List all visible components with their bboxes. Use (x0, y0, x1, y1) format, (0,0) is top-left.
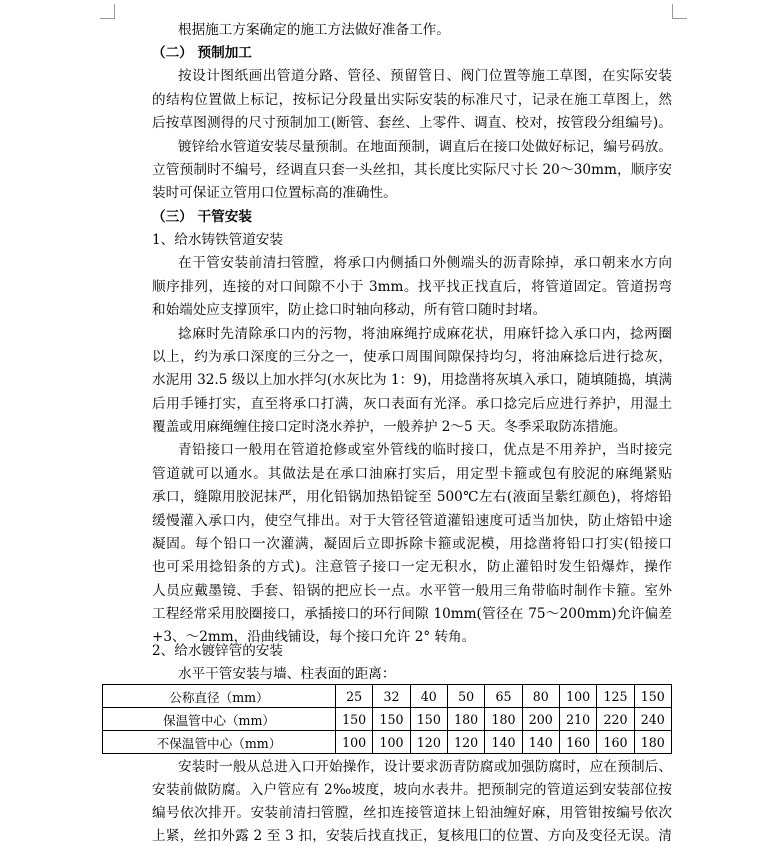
table-cell: 200 (522, 708, 559, 731)
paragraph-line: 管道就可以通水。其做法是在承口油麻打实后，用定型卡箍或包有胶泥的麻绳紧贴 (152, 466, 672, 482)
subheading-galvanized: 2、给水镀锌管的安装 (152, 643, 283, 659)
paragraph-line: 捻麻时先清除承口内的污物，将油麻绳拧成麻花状，用麻钎捻入承口内，捻两圈 (178, 326, 672, 342)
paragraph-line: 工程经常采用胶圈接口，承插接口的环行间隙 10mm(管径在 75～200mm)允许偏差 (152, 606, 672, 622)
table-cell: 140 (522, 731, 559, 754)
paragraph-line: 上紧，丝扣外露 2 至 3 扣，安装后找直找正，复核甩囗的位置、方向及变径无误。清 (152, 828, 672, 844)
paragraph-line: 的结构位置做上标记，按标记分段量出实际安装的标准尺寸，记录在施工草图上，然 (152, 92, 672, 108)
table-cell: 140 (485, 731, 522, 754)
paragraph-line: +3、～2mm，沿曲线铺设，每个接口允许 2° 转角。 (152, 629, 476, 645)
margin-mark-top-right (672, 4, 687, 19)
table-row (103, 708, 672, 731)
row-label: 保温管中心（mm） (103, 708, 336, 731)
table-cell: 150 (410, 708, 447, 731)
table-cell: 120 (410, 731, 447, 754)
paragraph-line: 以上，约为承口深度的三分之一，使承口周围间隙保持均匀，将油麻捻后进行捻灰， (152, 349, 672, 365)
paragraph-line: 和始端处应支撑顶牢，防止捻口时轴向移动，所有管口随时封堵。 (152, 302, 547, 318)
table-cell: 80 (522, 685, 559, 708)
paragraph-line: 也可采用捻铅条的方式)。注意管子接口一定无积水，防止灌铅时发生铅爆炸，操作 (152, 559, 672, 575)
paragraph-line: 青铅接口一般用在管道抢修或室外管线的临时接口，优点是不用养护，当时接完 (178, 442, 672, 458)
pipe-distance-table (102, 684, 672, 754)
paragraph-line: 安装前做防腐。入户管应有 2‰坡度，坡向水表井。把预制完的管道运到安装部位按 (152, 782, 672, 798)
table-cell: 65 (485, 685, 522, 708)
paragraph-line: 在干管安装前清扫管膛，将承口内侧插口外侧端头的沥青除掉，承口朝来水方向 (178, 255, 672, 271)
table-cell: 25 (336, 685, 373, 708)
table-cell: 220 (597, 708, 634, 731)
section-heading-prefab: （二） 预制加工 (152, 45, 252, 61)
table-cell: 150 (336, 708, 373, 731)
paragraph-line: 安装时一般从总进入口开始操作，设计要求沥青防腐或加强防腐时，应在预制后、 (178, 759, 672, 775)
table-cell: 100 (336, 731, 373, 754)
paragraph-line: 后用手锤打实，直至将承口打满，灰口表面有光泽。承口捻完后应进行养护，用湿土 (152, 396, 672, 412)
table-cell: 180 (634, 731, 671, 754)
table-cell: 40 (410, 685, 447, 708)
table-cell: 150 (373, 708, 410, 731)
table-cell: 150 (634, 685, 671, 708)
paragraph-line: 根据施工方案确定的施工方法做好准备工作。 (178, 22, 450, 38)
paragraph-line: 按设计图纸画出管道分路、管径、预留管日、阀门位置等施工草图，在实际安装 (178, 68, 672, 84)
paragraph-line: 后按草图测得的尺寸预制加工(断管、套丝、上零件、调直、校对，按管段分组编号)。 (152, 115, 672, 131)
subheading-cast-iron: 1、给水铸铁管道安装 (152, 232, 283, 248)
table-row (103, 685, 672, 708)
table-cell: 100 (559, 685, 596, 708)
row-label: 不保温管中心（mm） (103, 731, 336, 754)
paragraph-line: 人员应戴墨镜、手套、铅锅的把应长一点。水平管一般用三角带临时制作卡箍。室外 (152, 583, 672, 599)
paragraph-line: 顺序排列，连接的对口间隙不小于 3mm。找平找正找直后，将管道固定。管道拐弯 (152, 279, 672, 295)
paragraph-line: 水泥用 32.5 级以上加水拌匀(水灰比为 1：9)，用捻凿将灰填入承口，随填随捣，填满 (152, 372, 672, 388)
row-label: 公称直径（mm） (103, 685, 336, 708)
paragraph-line: 编号依次排开。安装前清扫管膛，丝扣连接管道抹上铅油缠好麻，用管钳按编号依次 (152, 805, 672, 821)
paragraph-line: 覆盖或用麻绳缠住接口定时浇水养护，一般养护 2～5 天。冬季采取防冻措施。 (152, 419, 627, 435)
table-cell: 120 (447, 731, 484, 754)
table-cell: 100 (373, 731, 410, 754)
paragraph-line: 装时可保证立管用口位置标高的准确性。 (152, 185, 397, 201)
paragraph-line: 立管预制时不编号，经调直只套一头丝扣，其长度比实际尺寸长 20～30mm，顺序安 (152, 162, 672, 178)
paragraph-line: 承口，缝隙用胶泥抹严，用化铅锅加热铅锭至 500℃左右(液面呈紫红颜色)，将熔铅 (152, 489, 672, 505)
table-cell: 32 (373, 685, 410, 708)
table-cell: 160 (597, 731, 634, 754)
margin-mark-top-left (100, 4, 115, 19)
paragraph-line: 镀锌给水管道安装尽量预制。在地面预制，调直后在接口处做好标记，编号码放。 (178, 139, 672, 155)
table-cell: 125 (597, 685, 634, 708)
table-cell: 50 (447, 685, 484, 708)
paragraph-line: 缓慢灌入承口内，使空气排出。对于大管径管道灌铅速度可适当加快，防止熔铅中途 (152, 513, 672, 529)
section-heading-main-pipe: （三） 干管安装 (152, 209, 252, 225)
table-cell: 160 (559, 731, 596, 754)
paragraph-line: 凝固。每个铅口一次灌满，凝固后立即拆除卡箍或泥模，用捻凿将铅口打实(铅接口 (152, 536, 672, 552)
table-cell: 210 (559, 708, 596, 731)
table-cell: 240 (634, 708, 671, 731)
table-caption: 水平干管安装与墙、柱表面的距离： (178, 666, 396, 682)
table-cell: 180 (485, 708, 522, 731)
table-cell: 180 (447, 708, 484, 731)
table-row (103, 731, 672, 754)
